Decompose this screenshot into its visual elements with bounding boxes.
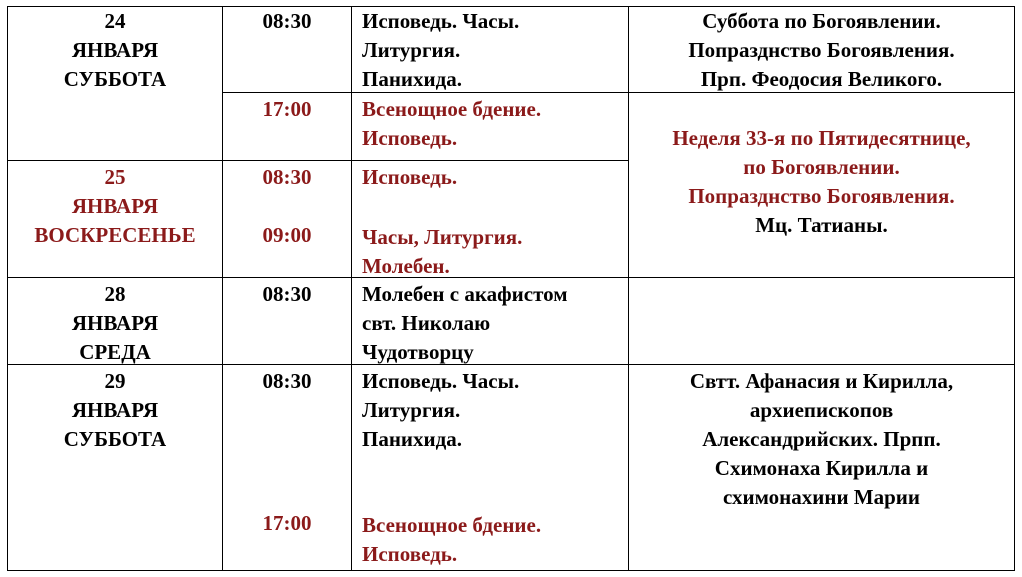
service-line: Панихида.: [362, 427, 463, 451]
feast-line: Суббота по Богоявлении.: [702, 9, 941, 33]
feast-cell: [629, 124, 1014, 240]
service-line: Исповедь.: [362, 542, 458, 566]
service-block: [362, 367, 519, 454]
time: 17:00: [262, 511, 312, 535]
service-line: Исповедь. Часы.: [362, 369, 520, 393]
feast-line: Прп. Феодосия Великого.: [700, 67, 943, 91]
month: ЯНВАРЯ: [71, 38, 159, 62]
date-cell: [8, 163, 222, 250]
time: 08:30: [262, 369, 312, 393]
month: ЯНВАРЯ: [71, 398, 159, 422]
service-line: Часы, Литургия.: [362, 225, 523, 249]
day-number: 28: [104, 282, 126, 306]
feast-line: архиепископов: [749, 398, 894, 422]
feast-line: Неделя 33-я по Пятидесятнице,: [672, 126, 971, 150]
row-divider: [7, 160, 629, 161]
table-border-right: [1014, 6, 1015, 571]
feast-line: Александрийских. Прпп.: [702, 427, 941, 451]
weekday: ВОСКРЕСЕНЬЕ: [34, 223, 196, 247]
service-block: [362, 280, 568, 367]
service-line: Исповедь.: [362, 165, 458, 189]
month: ЯНВАРЯ: [71, 311, 159, 335]
weekday: СРЕДА: [79, 340, 151, 364]
weekday: СУББОТА: [63, 67, 167, 91]
feast-line: Попразднство Богоявления.: [688, 184, 955, 208]
time: 17:00: [262, 97, 312, 121]
date-cell: [8, 7, 222, 94]
date-cell: [8, 367, 222, 454]
service-line: Чудотворцу: [362, 340, 474, 364]
feast-cell: [629, 7, 1014, 94]
service-line: Панихида.: [362, 67, 463, 91]
service-line: Литургия.: [362, 398, 461, 422]
feast-line: Мц. Татианы.: [755, 213, 888, 237]
time: 08:30: [262, 165, 312, 189]
feast-line: Попразднство Богоявления.: [688, 38, 955, 62]
service-line: Всенощное бдение.: [362, 513, 542, 537]
time: 09:00: [262, 223, 312, 247]
service-line: Исповедь. Часы.: [362, 9, 520, 33]
service-block: [362, 511, 541, 569]
service-line: Молебен с акафистом: [362, 282, 568, 306]
day-number: 25: [104, 165, 126, 189]
service-block: [362, 95, 541, 153]
date-cell: [8, 280, 222, 367]
feast-cell: [629, 367, 1014, 512]
service-line: Исповедь.: [362, 126, 458, 150]
service-line: свт. Николаю: [362, 311, 491, 335]
service-block: [362, 223, 522, 281]
time: 08:30: [262, 9, 312, 33]
feast-line: схимонахини Марии: [722, 485, 921, 509]
service-line: Молебен.: [362, 254, 450, 278]
service-line: Всенощное бдение.: [362, 97, 542, 121]
column-divider-2: [351, 6, 352, 571]
day-number: 29: [104, 369, 126, 393]
service-line: Литургия.: [362, 38, 461, 62]
table-border-bottom: [7, 570, 1015, 571]
feast-line: Свтт. Афанасия и Кирилла,: [689, 369, 954, 393]
month: ЯНВАРЯ: [71, 194, 159, 218]
day-number: 24: [104, 9, 126, 33]
feast-line: Схимонаха Кирилла и: [714, 456, 929, 480]
feast-line: по Богоявлении.: [743, 155, 900, 179]
weekday: СУББОТА: [63, 427, 167, 451]
time: 08:30: [262, 282, 312, 306]
service-block: [362, 7, 519, 94]
